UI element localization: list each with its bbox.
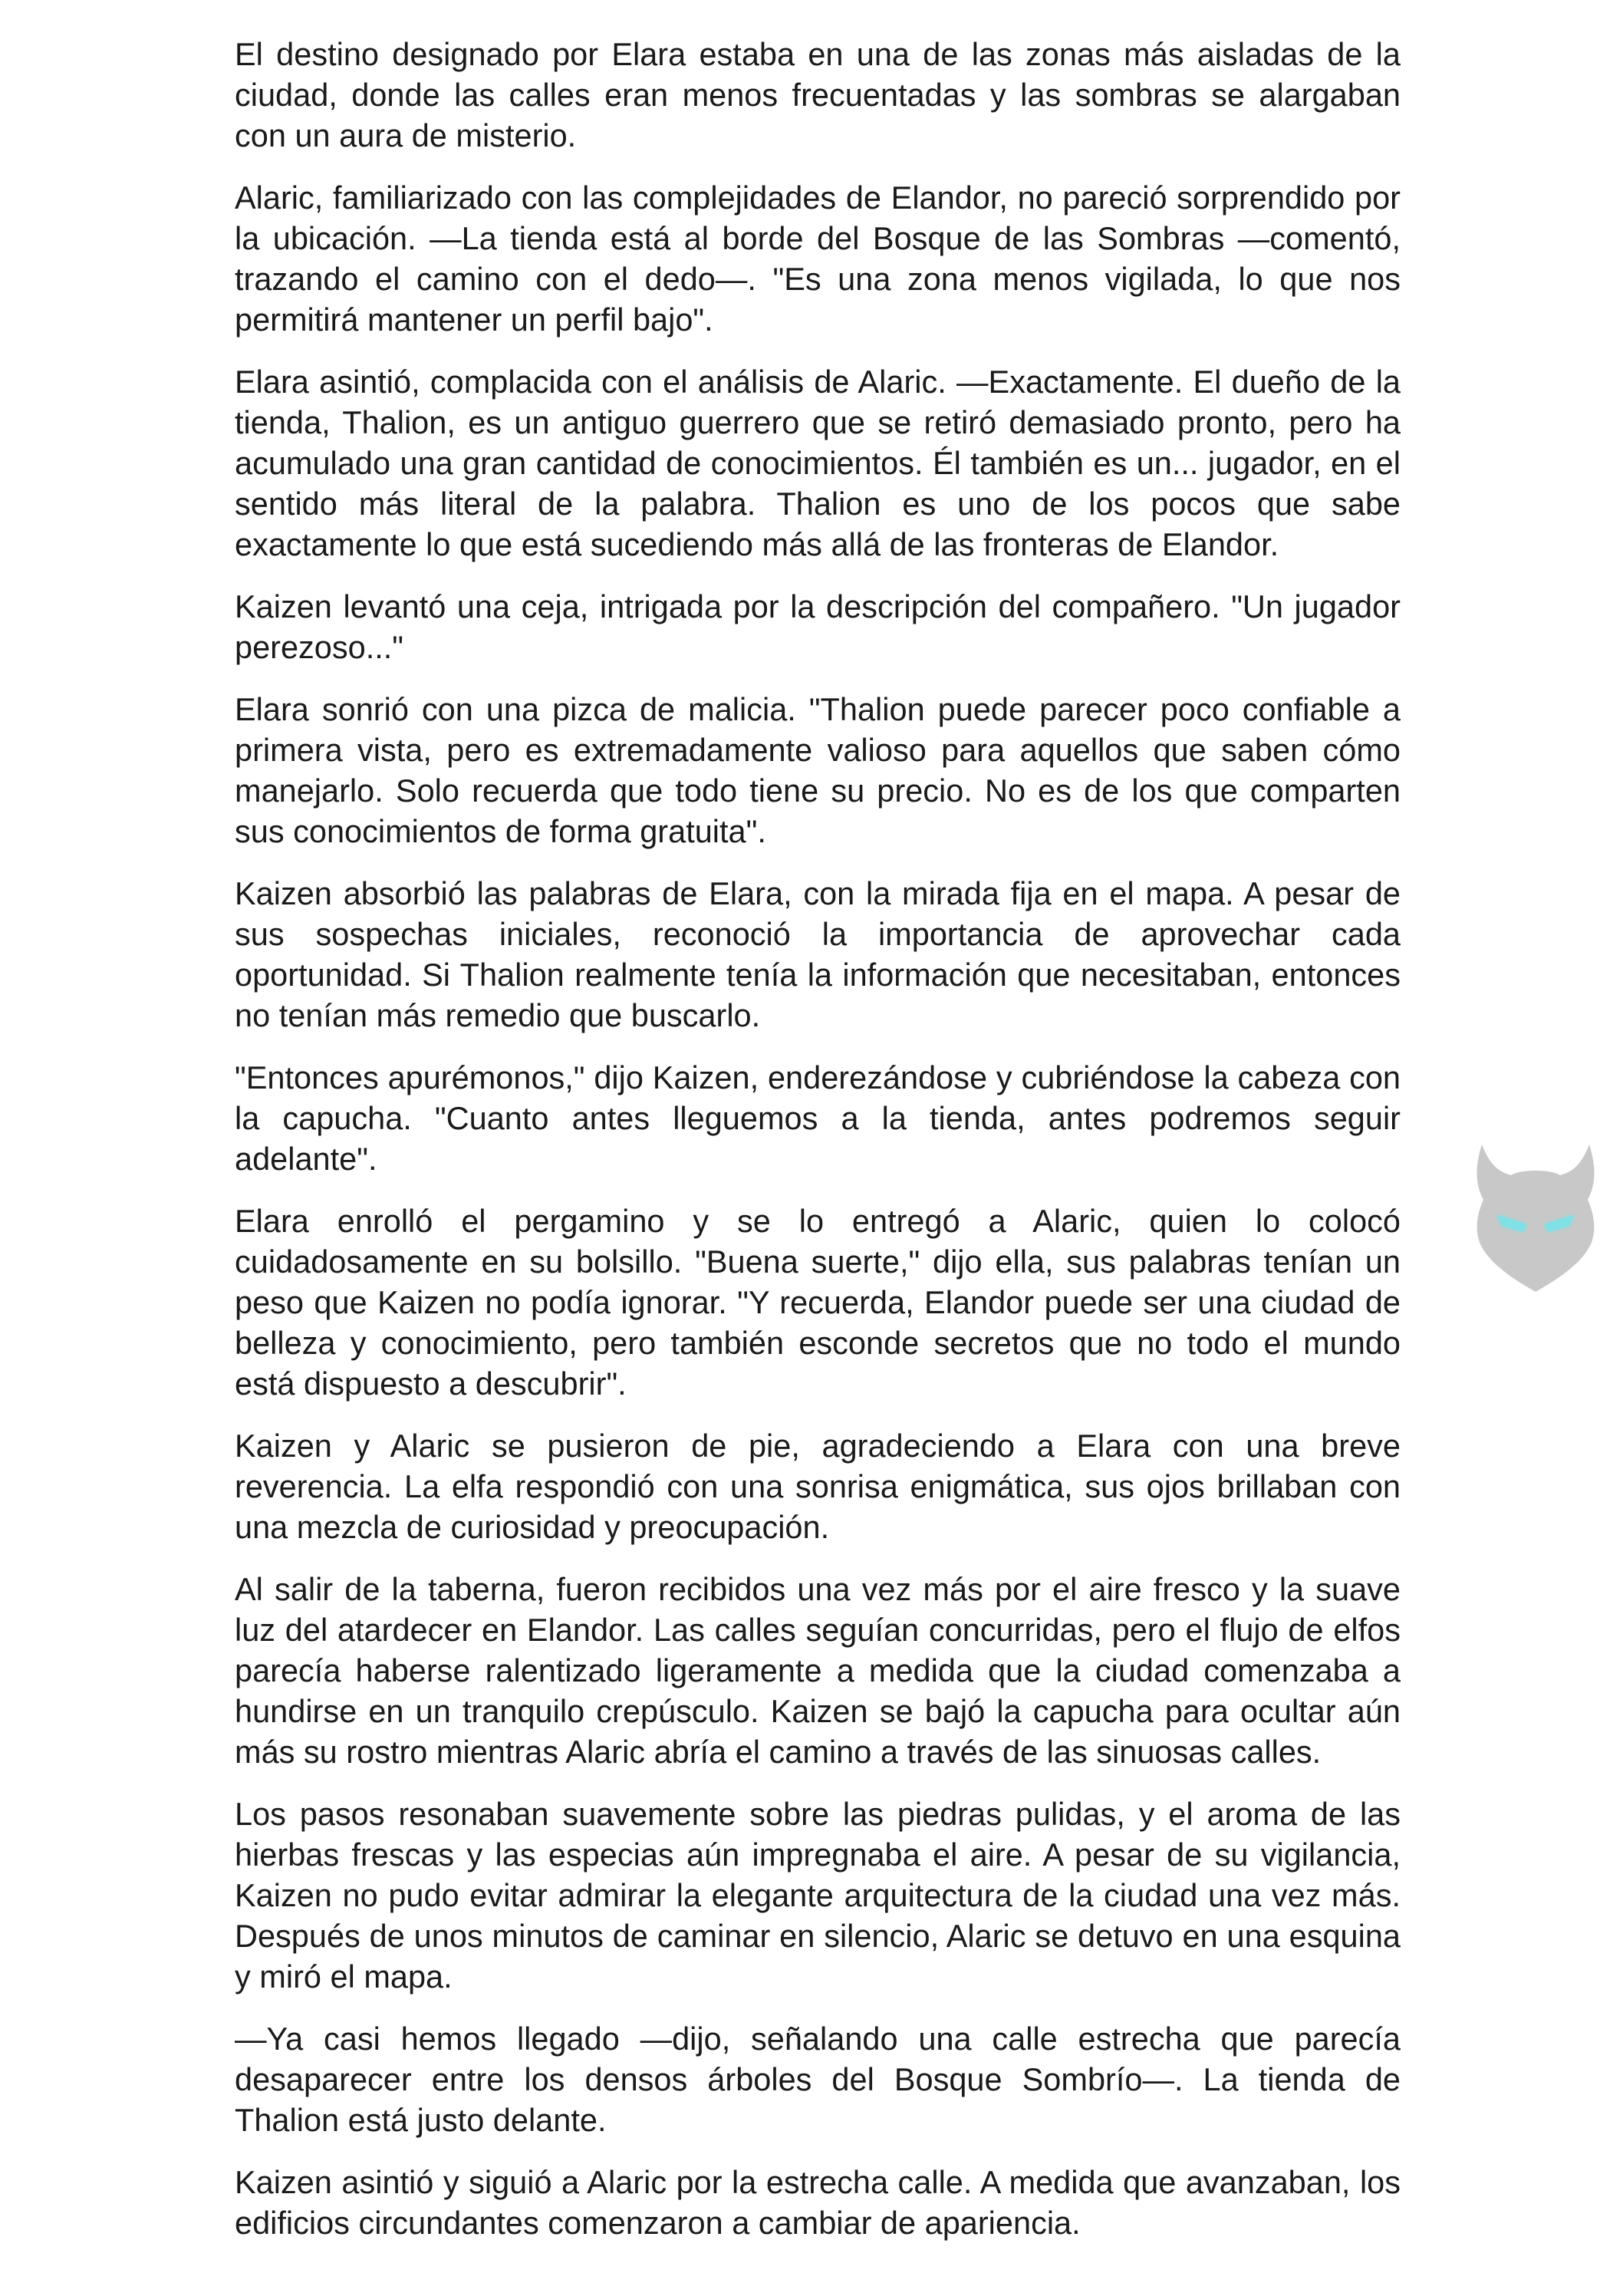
demon-head-shape [1477, 1145, 1595, 1292]
paragraph-13: Kaizen asintió y siguió a Alaric por la estrecha calle. A medida que avanzaban, los edificios circundantes comenzaron a cambiar de apariencia. [235, 2164, 1401, 2241]
paragraph-10: Al salir de la taberna, fueron recibidos una vez más por el aire fresco y la suave luz del atardecer en Elandor. Las calles seguían concurridas, pero el flujo de elfos parecía haberse ralentizado ligeramente a medida que la ciudad comenzaba a hundirse en un tranquilo crepúsculo. Kaizen se bajó la capucha para ocultar aún más su rostro mientras Alaric abría el camino a través de las sinuosas calles. [235, 1571, 1401, 1770]
paragraph-2: Alaric, familiarizado con las complejidades de Elandor, no pareció sorprendido por la ubicación. —La tienda está al borde del Bosque de las Sombras —comentó, trazando el camino con el dedo—. "Es una zona menos vigilada, lo que nos permitirá mantener un perfil bajo". [235, 180, 1401, 338]
demon-head-icon [1467, 1129, 1605, 1298]
paragraph-6: Kaizen absorbió las palabras de Elara, con la mirada fija en el mapa. A pesar de sus sospechas iniciales, reconoció la importancia de aprovechar cada oportunidad. Si Thalion realmente tenía la información que necesitaban, entonces no tenían más remedio que buscarlo. [235, 875, 1401, 1033]
paragraph-5: Elara sonrió con una pizca de malicia. "Thalion puede parecer poco confiable a primera vista, pero es extremadamente valioso para aquellos que saben cómo manejarlo. Solo recuerda que todo tiene su precio. No es de los que comparten sus conocimientos de forma gratuita". [235, 691, 1401, 849]
paragraph-4: Kaizen levantó una ceja, intrigada por la descripción del compañero. "Un jugador perezoso..." [235, 588, 1401, 665]
paragraph-9: Kaizen y Alaric se pusieron de pie, agradeciendo a Elara con una breve reverencia. La elfa respondió con una sonrisa enigmática, sus ojos brillaban con una mezcla de curiosidad y preocupación. [235, 1428, 1401, 1545]
paragraph-7: "Entonces apurémonos," dijo Kaizen, enderezándose y cubriéndose la cabeza con la capucha. "Cuanto antes lleguemos a la tienda, antes podremos seguir adelante". [235, 1059, 1401, 1177]
paragraph-12: —Ya casi hemos llegado —dijo, señalando una calle estrecha que parecía desaparecer entre los densos árboles del Bosque Sombrío—. La tienda de Thalion está justo delante. [235, 2021, 1401, 2138]
text-column [235, 34, 1401, 2265]
paragraph-1: El destino designado por Elara estaba en una de las zonas más aisladas de la ciudad, donde las calles eran menos frecuentadas y las sombras se alargaban con un aura de misterio. [235, 36, 1401, 153]
paragraph-11: Los pasos resonaban suavemente sobre las piedras pulidas, y el aroma de las hierbas frescas y las especias aún impregnaba el aire. A pesar de su vigilancia, Kaizen no pudo evitar admirar la elegante arquitectura de la ciudad una vez más. Después de unos minutos de caminar en silencio, Alaric se detuvo en una esquina y miró el mapa. [235, 1796, 1401, 1995]
paragraph-3: Elara asintió, complacida con el análisis de Alaric. —Exactamente. El dueño de la tienda, Thalion, es un antiguo guerrero que se retiró demasiado pronto, pero ha acumulado una gran cantidad de conocimientos. Él también es un... jugador, en el sentido más literal de la palabra. Thalion es uno de los pocos que sabe exactamente lo que está sucediendo más allá de las fronteras de Elandor. [235, 364, 1401, 562]
paragraph-8: Elara enrolló el pergamino y se lo entregó a Alaric, quien lo colocó cuidadosamente en su bolsillo. "Buena suerte," dijo ella, sus palabras tenían un peso que Kaizen no podía ignorar. "Y recuerda, Elandor puede ser una ciudad de belleza y conocimiento, pero también esconde secretos que no todo el mundo está dispuesto a descubrir". [235, 1203, 1401, 1402]
